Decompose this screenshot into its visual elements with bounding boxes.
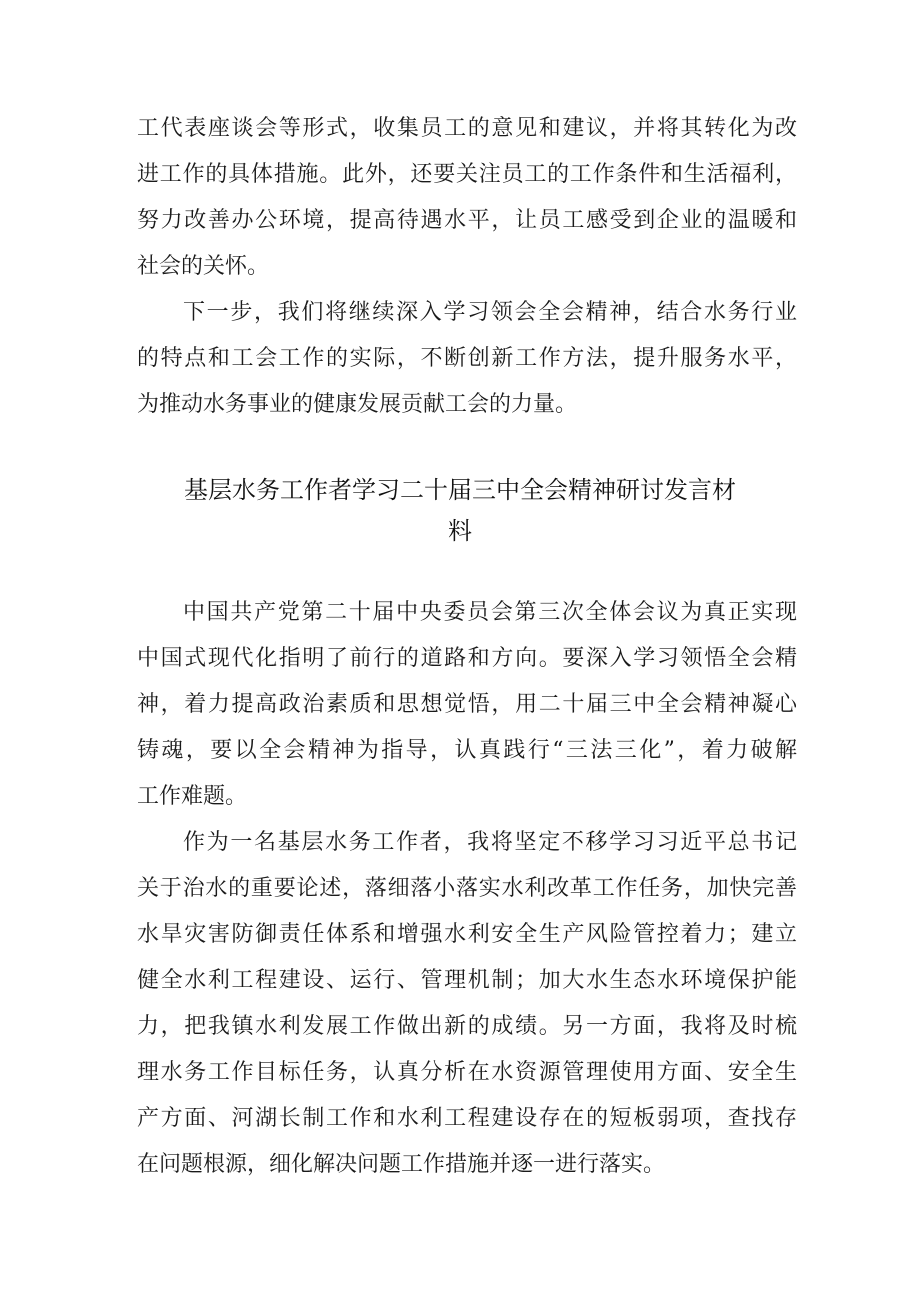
paragraph-c-line-1: 中国共产党第二十届中央委员会第三次全体会议为真正实现 <box>183 600 797 625</box>
paragraph-d-line-5: 力，把我镇水利发展工作做出新的成绩。另一方面，我将及时梳 <box>137 1014 797 1039</box>
paragraph-c-line-3: 神，着力提高政治素质和思想觉悟，用二十届三中全会精神凝心 <box>137 692 797 717</box>
paragraph-d-line-1: 作为一名基层水务工作者，我将坚定不移学习习近平总书记 <box>183 830 797 855</box>
paragraph-d-line-7: 产方面、河湖长制工作和水利工程建设存在的短板弱项，查找存 <box>137 1106 797 1131</box>
document-title-line-2: 料 <box>448 517 472 545</box>
paragraph-a-line-4: 社会的关怀。 <box>137 254 270 279</box>
paragraph-d-line-6: 理水务工作目标任务，认真分析在水资源管理使用方面、安全生 <box>137 1060 797 1085</box>
paragraph-d-line-2: 关于治水的重要论述，落细落小落实水利改革工作任务，加快完善 <box>137 876 797 901</box>
paragraph-c-line-4: 铸魂，要以全会精神为指导，认真践行“三法三化”，着力破解 <box>137 738 797 763</box>
paragraph-d-line-3: 水旱灾害防御责任体系和增强水利安全生产风险管控着力；建立 <box>137 922 797 947</box>
paragraph-a-line-2: 进工作的具体措施。此外，还要关注员工的工作条件和生活福利， <box>137 162 797 187</box>
paragraph-a-line-3: 努力改善办公环境，提高待遇水平，让员工感受到企业的温暖和 <box>137 208 797 233</box>
paragraph-c-line-2: 中国式现代化指明了前行的道路和方向。要深入学习领悟全会精 <box>137 646 797 671</box>
paragraph-b-line-2: 的特点和工会工作的实际，不断创新工作方法，提升服务水平， <box>137 346 797 371</box>
paragraph-b-line-3: 为推动水务事业的健康发展贡献工会的力量。 <box>137 392 578 417</box>
paragraph-a-line-1: 工代表座谈会等形式，收集员工的意见和建议，并将其转化为改 <box>137 116 797 141</box>
paragraph-d-line-4: 健全水利工程建设、运行、管理机制；加大水生态水环境保护能 <box>137 968 797 993</box>
paragraph-d-line-8: 在问题根源，细化解决问题工作措施并逐一进行落实。 <box>137 1152 666 1177</box>
document-title-line-1: 基层水务工作者学习二十届三中全会精神研讨发言材 <box>184 476 736 504</box>
paragraph-b-line-1: 下一步，我们将继续深入学习领会全会精神，结合水务行业 <box>183 300 797 325</box>
paragraph-c-line-5: 工作难题。 <box>137 784 248 809</box>
